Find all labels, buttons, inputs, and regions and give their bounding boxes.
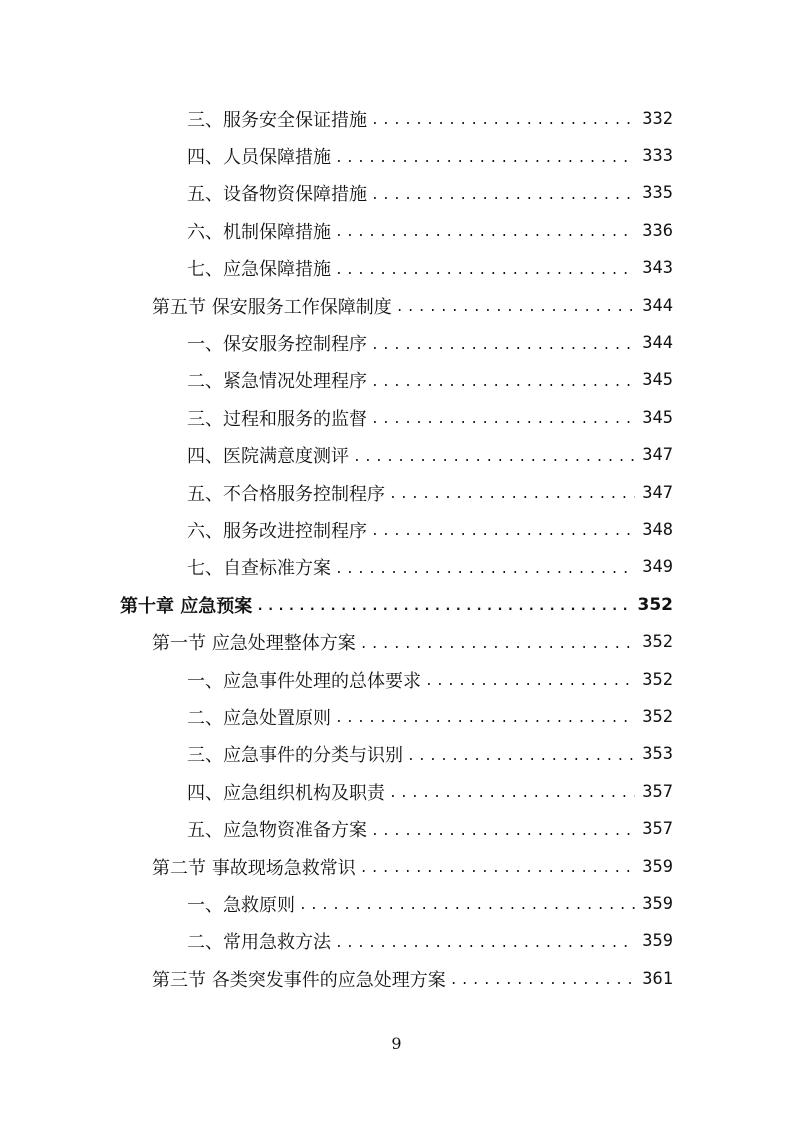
toc-entry-label: 一、应急事件处理的总体要求 xyxy=(187,670,421,692)
toc-entry-page: 336 xyxy=(642,220,673,241)
toc-entry-label: 七、自查标准方案 xyxy=(187,558,331,580)
toc-entry-label: 第二节 事故现场急救常识 xyxy=(152,857,356,879)
toc-entry-page: 352 xyxy=(642,632,673,653)
dot-leader xyxy=(353,446,635,465)
toc-entry-page: 357 xyxy=(642,781,673,802)
dot-leader xyxy=(371,334,635,353)
toc-entry-label: 三、应急事件的分类与识别 xyxy=(187,745,403,767)
toc-entry[interactable] xyxy=(0,474,793,511)
toc-entry-page: 335 xyxy=(642,183,673,204)
toc-entry-label: 四、医院满意度测评 xyxy=(187,446,349,468)
toc-entry[interactable] xyxy=(0,885,793,922)
toc-entry-page: 352 xyxy=(642,706,673,727)
toc-entry-page: 359 xyxy=(642,931,673,952)
toc-entry-page: 353 xyxy=(642,744,673,765)
toc-entry[interactable] xyxy=(0,698,793,735)
toc-entry-page: 333 xyxy=(642,146,673,167)
toc-entry[interactable] xyxy=(0,212,793,249)
toc-entry-label: 六、机制保障措施 xyxy=(187,221,331,243)
dot-leader xyxy=(396,296,635,315)
toc-entry[interactable] xyxy=(0,100,793,137)
dot-leader xyxy=(425,670,635,689)
toc-entry-label: 一、保安服务控制程序 xyxy=(187,334,367,356)
toc-section-entry[interactable] xyxy=(0,623,793,660)
toc-entry-label: 五、不合格服务控制程序 xyxy=(187,483,385,505)
toc-entry[interactable] xyxy=(0,137,793,174)
dot-leader xyxy=(371,520,635,539)
toc-entry-label: 三、过程和服务的监督 xyxy=(187,408,367,430)
toc-entry-label: 二、常用急救方法 xyxy=(187,932,331,954)
toc-entry[interactable] xyxy=(0,362,793,399)
toc-entry-label: 六、服务改进控制程序 xyxy=(187,520,367,542)
dot-leader xyxy=(371,184,635,203)
toc-entry-label: 第五节 保安服务工作保障制度 xyxy=(152,296,392,318)
dot-leader xyxy=(450,969,635,988)
dot-leader xyxy=(371,820,635,839)
toc-entry-page: 349 xyxy=(642,557,673,578)
toc-entry[interactable] xyxy=(0,324,793,361)
toc-entry-label: 四、应急组织机构及职责 xyxy=(187,782,385,804)
dot-leader xyxy=(335,259,635,278)
toc-entry-label: 第三节 各类突发事件的应急处理方案 xyxy=(152,969,446,991)
dot-leader xyxy=(335,558,635,577)
toc-entry-page: 352 xyxy=(642,669,673,690)
toc-entry[interactable] xyxy=(0,810,793,847)
table-of-contents xyxy=(0,100,793,997)
toc-entry-page: 357 xyxy=(642,819,673,840)
toc-entry-page: 332 xyxy=(642,108,673,129)
toc-entry[interactable] xyxy=(0,736,793,773)
toc-entry-page: 343 xyxy=(642,258,673,279)
toc-entry[interactable] xyxy=(0,175,793,212)
dot-leader xyxy=(407,745,635,764)
toc-entry-page: 348 xyxy=(642,519,673,540)
dot-leader xyxy=(371,371,635,390)
dot-leader xyxy=(299,894,635,913)
toc-entry[interactable] xyxy=(0,773,793,810)
dot-leader xyxy=(335,221,635,240)
toc-entry-label: 第一节 应急处理整体方案 xyxy=(152,633,356,655)
toc-entry-label: 五、设备物资保障措施 xyxy=(187,184,367,206)
toc-entry-page: 344 xyxy=(642,333,673,354)
toc-entry-page: 344 xyxy=(642,295,673,316)
toc-entry-label: 二、应急处置原则 xyxy=(187,707,331,729)
dot-leader xyxy=(371,408,635,427)
toc-entry[interactable] xyxy=(0,399,793,436)
toc-entry-page: 345 xyxy=(642,370,673,391)
toc-entry-label: 五、应急物资准备方案 xyxy=(187,820,367,842)
dot-leader xyxy=(371,109,635,128)
dot-leader xyxy=(335,932,635,951)
toc-entry[interactable] xyxy=(0,661,793,698)
toc-entry-page: 359 xyxy=(642,893,673,914)
dot-leader xyxy=(360,633,635,652)
toc-section-entry[interactable] xyxy=(0,960,793,997)
toc-entry[interactable] xyxy=(0,250,793,287)
toc-entry[interactable] xyxy=(0,511,793,548)
toc-entry-label: 四、人员保障措施 xyxy=(187,147,331,169)
toc-entry-label: 七、应急保障措施 xyxy=(187,259,331,281)
toc-entry[interactable] xyxy=(0,437,793,474)
dot-leader xyxy=(360,857,635,876)
dot-leader xyxy=(389,483,635,502)
toc-entry[interactable] xyxy=(0,549,793,586)
toc-section-entry[interactable] xyxy=(0,848,793,885)
dot-leader xyxy=(335,707,635,726)
toc-entry-label: 三、服务安全保证措施 xyxy=(187,109,367,131)
dot-leader xyxy=(335,147,635,166)
dot-leader xyxy=(389,782,635,801)
toc-entry-label: 一、急救原则 xyxy=(187,894,295,916)
dot-leader xyxy=(256,595,633,614)
toc-entry-page: 361 xyxy=(642,968,673,989)
toc-entry-page: 347 xyxy=(642,482,673,503)
toc-section-entry[interactable] xyxy=(0,287,793,324)
toc-entry-page: 352 xyxy=(637,594,673,615)
toc-entry[interactable] xyxy=(0,923,793,960)
toc-entry-page: 347 xyxy=(642,445,673,466)
toc-entry-label: 第十章 应急预案 xyxy=(120,595,253,617)
toc-chapter-entry[interactable] xyxy=(0,586,793,623)
toc-entry-page: 359 xyxy=(642,856,673,877)
page-number: 9 xyxy=(391,1034,402,1053)
toc-entry-page: 345 xyxy=(642,407,673,428)
toc-entry-label: 二、紧急情况处理程序 xyxy=(187,371,367,393)
